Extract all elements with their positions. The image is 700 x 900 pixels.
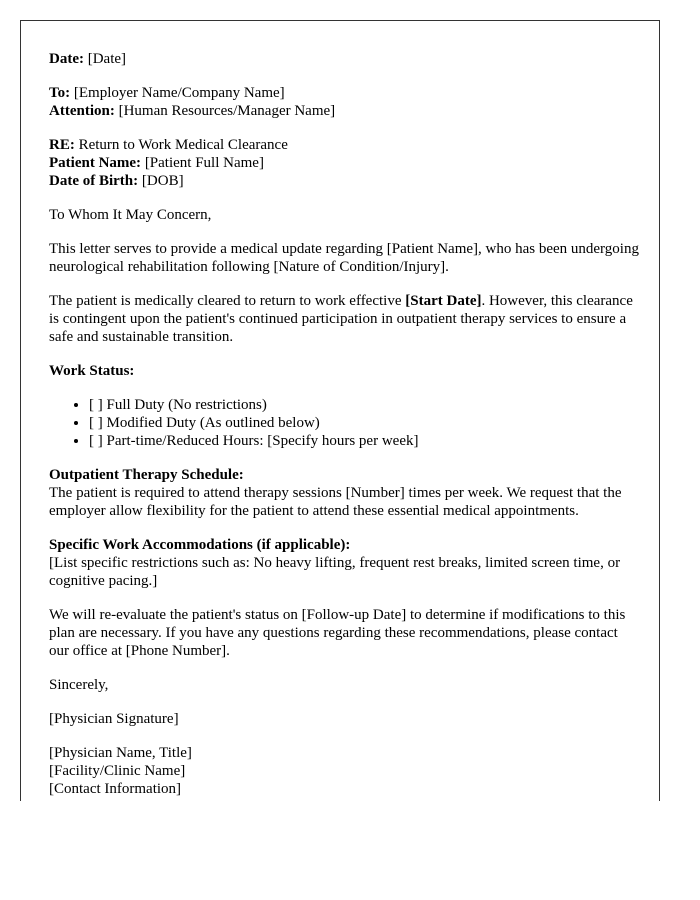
re-line bbox=[49, 136, 639, 154]
to-value: [Employer Name/Company Name] bbox=[73, 85, 285, 101]
clearance-text-before: The patient is medically cleared to return to work effective bbox=[49, 293, 406, 309]
dob-line bbox=[49, 172, 639, 190]
date-block bbox=[49, 50, 639, 68]
clearance-text-after: . However, this clearance is contingent upon the patient's continued participation in outpatient therapy services to ensure a safe and sustainable transition. bbox=[49, 293, 633, 345]
accommodations-section bbox=[49, 536, 639, 590]
accommodations-text: [List specific restrictions such as: No heavy lifting, frequent rest breaks, limited screen time, or cognitive pacing.] bbox=[49, 555, 621, 589]
signature-placeholder: [Physician Signature] bbox=[49, 711, 179, 727]
patient-name-value: [Patient Full Name] bbox=[144, 155, 264, 171]
to-line bbox=[49, 84, 639, 102]
facility-name: [Facility/Clinic Name] bbox=[49, 763, 186, 779]
re-label: RE: bbox=[49, 137, 75, 153]
signoff-block bbox=[49, 744, 639, 798]
work-status-item-modified-duty: • [ ] Modified Duty (As outlined below) bbox=[89, 414, 639, 432]
dob-value: [DOB] bbox=[141, 173, 184, 189]
work-status-item-full-duty: • [ ] Full Duty (No restrictions) bbox=[89, 396, 639, 414]
contact-information: [Contact Information] bbox=[49, 781, 182, 797]
letter-content bbox=[49, 50, 639, 801]
therapy-schedule-heading: Outpatient Therapy Schedule: bbox=[49, 467, 244, 483]
work-status-item-part-time: • [ ] Part-time/Reduced Hours: [Specify hours per week] bbox=[89, 432, 639, 450]
reevaluation-paragraph: We will re-evaluate the patient's status on [Follow-up Date] to determine if modifications to this plan are necessary. If you have any questions regarding these recommendations, please contact our office at [Phone Number]. bbox=[49, 607, 626, 659]
therapy-schedule-text: The patient is required to attend therapy sessions [Number] times per week. We request that the employer allow flexibility for the patient to attend these essential medical appointments. bbox=[49, 485, 622, 519]
date-label: Date: bbox=[49, 51, 84, 67]
work-status-heading bbox=[49, 362, 639, 380]
letter-page bbox=[20, 20, 660, 801]
attention-line bbox=[49, 102, 639, 120]
recipient-block bbox=[49, 84, 639, 120]
physician-name-title: [Physician Name, Title] bbox=[49, 745, 192, 761]
therapy-schedule-section bbox=[49, 466, 639, 520]
accommodations-heading: Specific Work Accommodations (if applicable): bbox=[49, 537, 351, 553]
closing: Sincerely, bbox=[49, 677, 109, 693]
re-value: Return to Work Medical Clearance bbox=[78, 137, 288, 153]
date-line bbox=[49, 50, 639, 68]
work-status-list bbox=[49, 396, 639, 450]
to-label: To: bbox=[49, 85, 71, 101]
patient-name-line bbox=[49, 154, 639, 172]
patient-name-label: Patient Name: bbox=[49, 155, 142, 171]
salutation: To Whom It May Concern, bbox=[49, 207, 212, 223]
subject-block bbox=[49, 136, 639, 190]
date-value: [Date] bbox=[87, 51, 127, 67]
work-status-heading-text: Work Status: bbox=[49, 363, 135, 379]
attention-label: Attention: bbox=[49, 103, 115, 119]
start-date-placeholder: [Start Date] bbox=[405, 293, 482, 309]
dob-label: Date of Birth: bbox=[49, 173, 139, 189]
attention-value: [Human Resources/Manager Name] bbox=[118, 103, 336, 119]
intro-paragraph: This letter serves to provide a medical update regarding [Patient Name], who has been undergoing neurological rehabilitation following [Nature of Condition/Injury]. bbox=[49, 241, 639, 275]
clearance-paragraph bbox=[49, 292, 639, 346]
